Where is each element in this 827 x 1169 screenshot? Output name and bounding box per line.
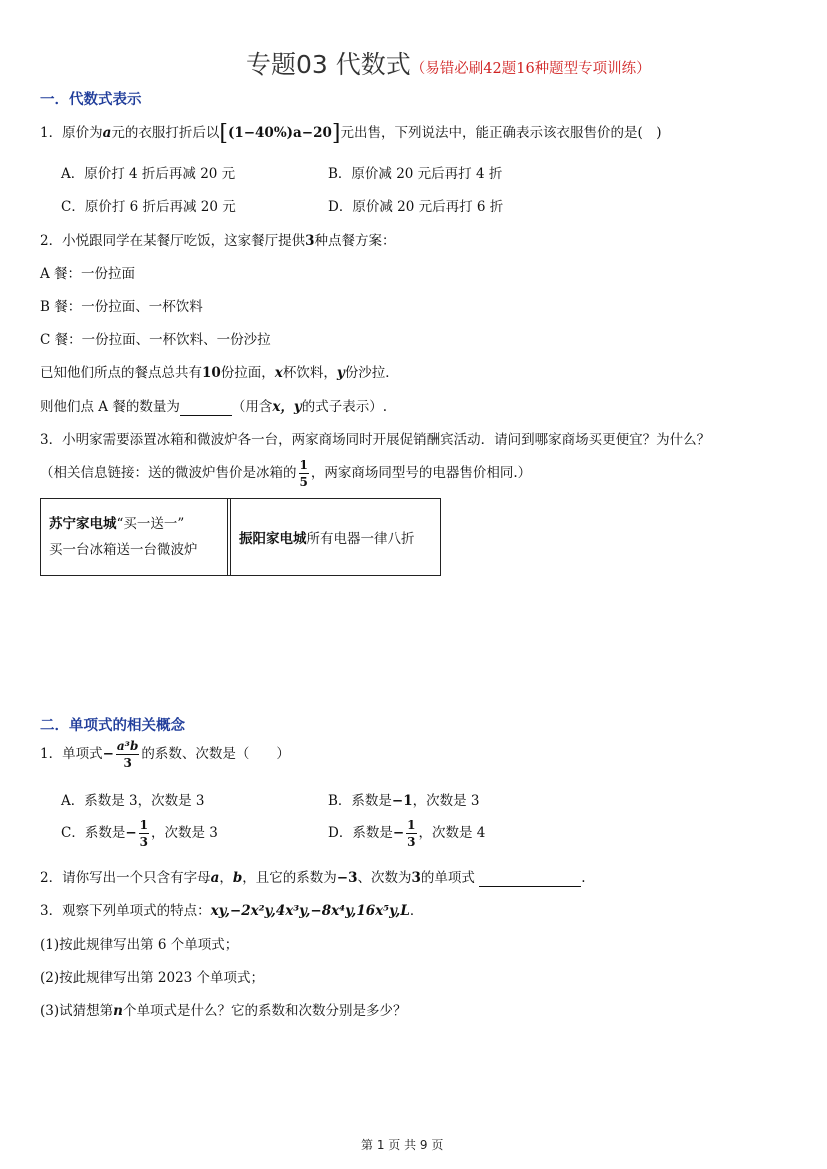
option-C: C．原价打 6 折后再减 20 元	[61, 199, 236, 215]
store-suning-name: 苏宁家电城	[49, 516, 117, 532]
option-D: D．原价减 20 元后再打 6 折	[328, 199, 504, 215]
option-B: B．原价减 20 元后再打 4 折	[328, 166, 503, 182]
question-2-2	[40, 866, 586, 887]
q1-2-ask-a: 则他们点 A 餐的数量为	[40, 399, 180, 415]
frac-den: 3	[123, 756, 132, 770]
q1-2-cond-c: 杯饮料，	[282, 365, 337, 381]
bracket-left: [	[219, 121, 228, 146]
option-2-C	[61, 819, 218, 848]
question-2-1	[40, 740, 290, 769]
q2-2-text-c: 、次数为	[357, 870, 412, 886]
fraction-a3b-over-3	[116, 740, 139, 769]
section-heading-1: 一．代数式表示	[40, 92, 142, 108]
q2-2-coef: −3	[336, 870, 358, 886]
q1-2-cond-a: 已知他们所点的餐点总共有	[40, 365, 202, 381]
meal-C: C 餐：一份拉面、一杯饮料、一份沙拉	[40, 332, 271, 348]
q1-2-var-x: x	[274, 365, 283, 381]
q2-2-var-b: b	[232, 870, 243, 886]
answer-blank[interactable]	[180, 399, 232, 416]
store-zhenyang-name: 振阳家电城	[239, 531, 307, 547]
store-suning-slogan: “买一送一”	[116, 516, 185, 532]
opt-c-text-a: C．系数是	[61, 825, 126, 841]
opt-b-text-a: B．系数是	[328, 793, 392, 809]
q2-3-sequence: xy,−2x²y,4x³y,−8x⁴y,16x⁵y,L	[210, 903, 410, 919]
opt-b-value: −1	[391, 793, 413, 809]
option-2-B	[328, 789, 480, 809]
option-2-A: A．系数是 3，次数是 3	[61, 793, 205, 809]
store-suning-detail: 买一台冰箱送一台微波炉	[49, 542, 198, 558]
q1-2-ask	[40, 395, 387, 416]
q1-3-info-b: ，两家商场同型号的电器售价相同.）	[310, 465, 532, 481]
store-suning-cell	[41, 499, 228, 576]
q2-2-text-b: ，且它的系数为	[242, 870, 337, 886]
q2-2-text-a: 2．请你写出一个只含有字母	[40, 870, 211, 886]
question-1-2	[40, 229, 396, 249]
q1-2-num10: 10	[202, 365, 221, 381]
opt-b-text-b: ，次数是 3	[412, 793, 480, 809]
opt-d-text-a: D．系数是	[328, 825, 393, 841]
q1-2-condition	[40, 361, 399, 381]
frac-den: 3	[139, 835, 149, 849]
page-number: 第 1 页 共 9 页	[361, 1138, 444, 1152]
answer-blank[interactable]	[479, 870, 581, 887]
fraction-one-fifth	[299, 459, 309, 488]
frac-num: 1	[299, 458, 308, 472]
q2-3-sub3-a: (3)试猜想第	[40, 1003, 114, 1019]
title-main: 专题03 代数式	[246, 50, 411, 79]
q1-2-text-a: 2．小悦跟同学在某餐厅吃饭，这家餐厅提供	[40, 233, 306, 249]
q2-2-period: .	[581, 870, 586, 886]
q1-2-ask-c: 的式子表示）.	[301, 399, 388, 415]
q1-2-cond-d: 份沙拉．	[344, 365, 399, 381]
opt-d-text-b: ，次数是 4	[418, 825, 486, 841]
fraction-one-third	[139, 819, 149, 848]
option-2-D	[328, 819, 485, 848]
q2-3-sub2: (2)按此规律写出第 2023 个单项式；	[40, 970, 265, 986]
q1-2-num3: 3	[305, 233, 315, 249]
stores-table	[40, 498, 441, 576]
opt-d-minus: −	[392, 825, 405, 841]
question-1-1	[40, 121, 662, 146]
q1-2-ask-b: （用含	[231, 399, 273, 415]
meal-A: A 餐：一份拉面	[40, 266, 136, 282]
q2-1-minus: −	[102, 746, 114, 762]
section-heading-2: 二．单项式的相关概念	[40, 718, 185, 734]
opt-c-minus: −	[125, 825, 137, 841]
q2-1-text-b: 的系数、次数是（ ）	[141, 746, 290, 762]
q2-3-text-a: 3．观察下列单项式的特点：	[40, 903, 211, 919]
store-zhenyang-detail: 所有电器一律八折	[306, 531, 415, 547]
q2-3-period: ．	[409, 903, 424, 919]
q2-3-sub3	[40, 999, 406, 1019]
frac-num: 1	[139, 818, 149, 832]
frac-num: 1	[407, 818, 416, 832]
q1-2-var-y: y	[336, 365, 345, 381]
q2-2-text-d: 的单项式	[420, 870, 475, 886]
q2-2-var-a: a	[210, 870, 220, 886]
page-title	[246, 45, 651, 81]
meal-B: B 餐：一份拉面、一杯饮料	[40, 299, 203, 315]
q1-3-info	[40, 459, 531, 488]
q2-3-var-n: n	[113, 1003, 123, 1019]
q2-3-sub3-b: 个单项式是什么？它的系数和次数分别是多少？	[122, 1003, 407, 1019]
frac-den: 3	[407, 835, 416, 849]
question-2-3	[40, 899, 423, 919]
q2-2-degree: 3	[411, 870, 421, 886]
q1-2-vars-xy: x，y	[272, 399, 302, 415]
q1-2-cond-b: 份拉面，	[220, 365, 275, 381]
frac-num: a³b	[116, 739, 139, 753]
q1-2-text-b: 种点餐方案：	[314, 233, 396, 249]
q1-1-text-c: 元出售，下列说法中，能正确表示该衣服售价的是( )	[340, 125, 662, 141]
title-subtitle: （易错必刷42题16种题型专项训练）	[410, 61, 651, 77]
question-1-3: 3．小明家需要添置冰箱和微波炉各一台，两家商场同时开展促销酬宾活动．请问到哪家商场买更便宜？为什么？	[40, 432, 711, 448]
q1-1-text-a: 1．原价为	[40, 125, 103, 141]
q2-2-comma: ，	[219, 870, 233, 886]
q1-1-expr: (1−40%)a−20	[227, 125, 332, 141]
bracket-right: ]	[331, 121, 341, 146]
q2-1-text-a: 1．单项式	[40, 746, 103, 762]
opt-c-text-b: ，次数是 3	[151, 825, 218, 841]
fraction-one-third	[406, 819, 416, 848]
option-A: A．原价打 4 折后再减 20 元	[61, 166, 236, 182]
q1-1-text-b: 元的衣服打折后以	[111, 125, 220, 141]
q2-3-sub1: (1)按此规律写出第 6 个单项式；	[40, 937, 239, 953]
q1-1-var-a: a	[102, 125, 112, 141]
frac-den: 5	[299, 475, 308, 489]
q1-3-info-a: （相关信息链接：送的微波炉售价是冰箱的	[40, 465, 297, 481]
store-zhenyang-cell	[231, 499, 441, 576]
